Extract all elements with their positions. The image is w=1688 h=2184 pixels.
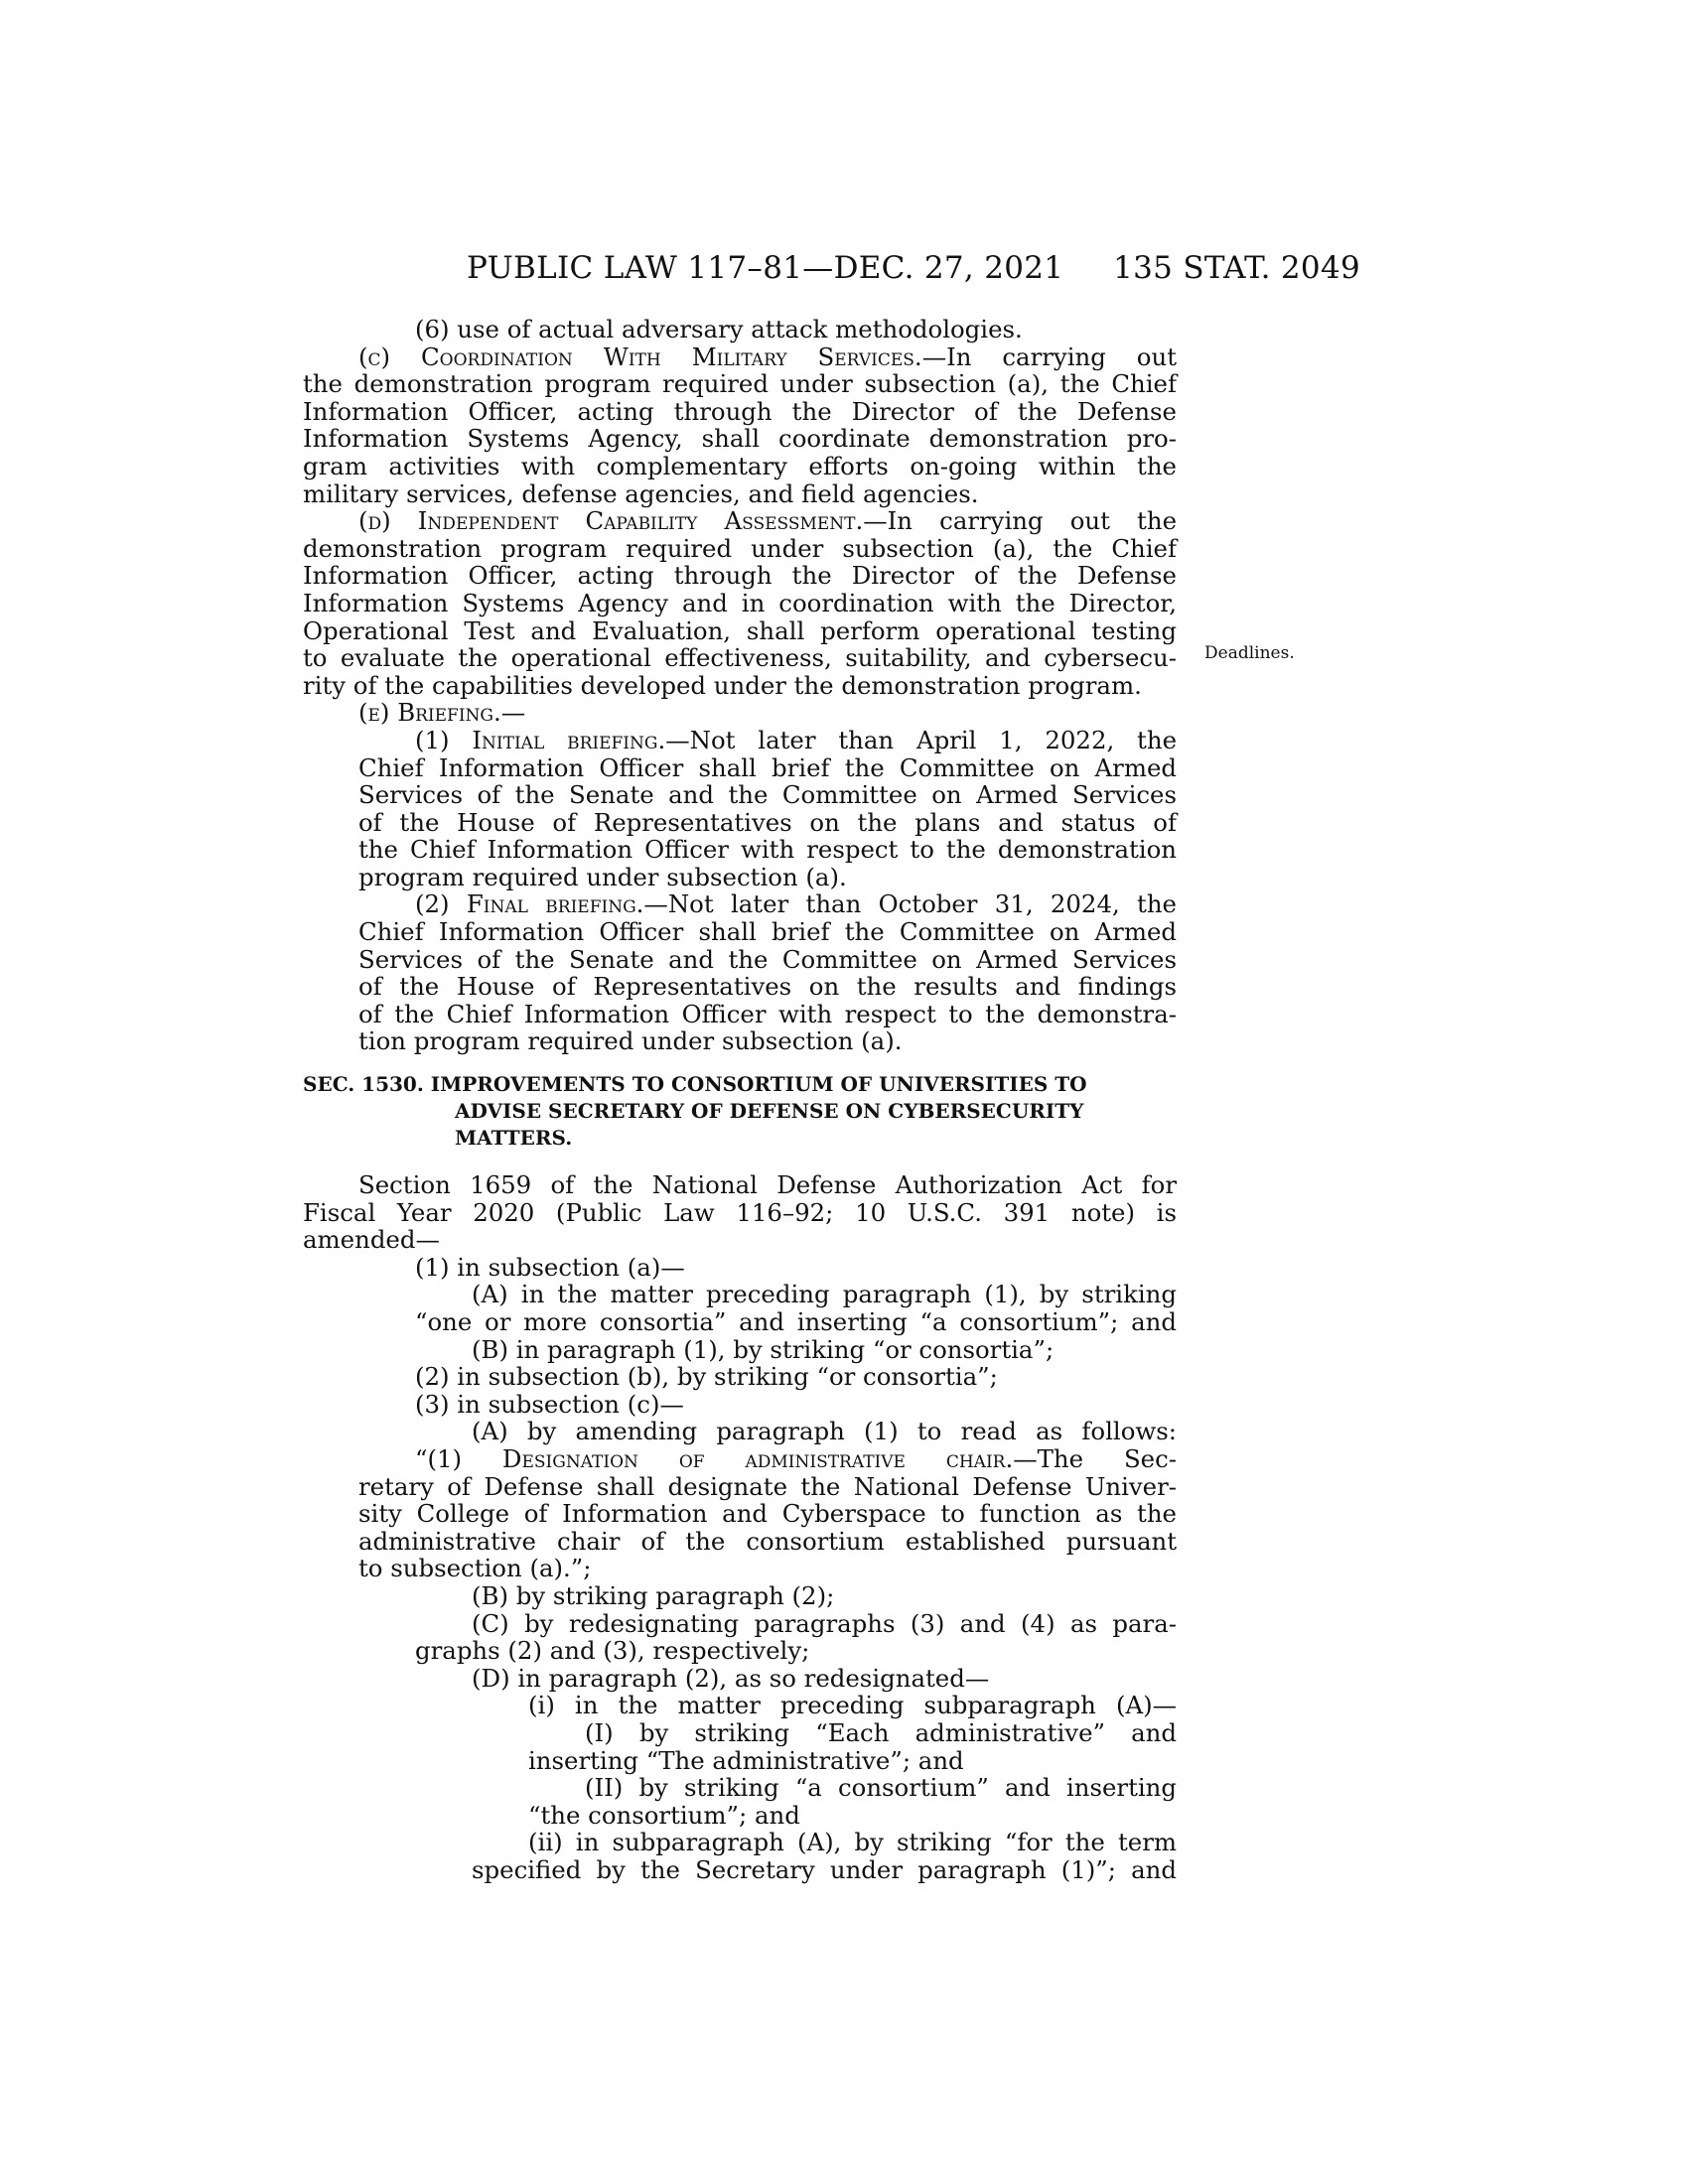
text-line: (ii) in subparagraph (A), by striking “for the term [528, 1828, 1177, 1857]
text-line: (B) by striking paragraph (2); [472, 1580, 835, 1610]
section-heading-line: ADVISE SECRETARY OF DEFENSE ON CYBERSECURITY [455, 1099, 1084, 1124]
text-line: (A) in the matter preceding paragraph (1), by striking [472, 1280, 1177, 1309]
text-line: (A) by amending paragraph (1) to read as follows: [472, 1417, 1177, 1446]
text-line: Information Officer, acting through the Director of the Defense [303, 396, 1177, 426]
text-line: the demonstration program required under subsection (a), the Chief [303, 369, 1177, 399]
subsection-heading: (d) Independent Capability Assessment. [358, 506, 864, 536]
text-line: (c) Coordination With Military Services.—In carrying out [358, 341, 1177, 371]
text-line: (1) Initial briefing.—Not later than April 1, 2022, the [415, 725, 1177, 754]
section-heading-line: MATTERS. [455, 1126, 573, 1151]
running-title: PUBLIC LAW 117–81—DEC. 27, 2021 [467, 250, 1064, 286]
text-line: military services, defense agencies, and field agencies. [303, 478, 979, 508]
text-line: of the Chief Information Officer with respect to the demonstra- [358, 999, 1177, 1028]
text-line: Information Systems Agency, shall coordinate demonstration pro- [303, 424, 1177, 454]
subsection-heading: (c) Coordination With Military Services. [358, 341, 922, 371]
text-line: “one or more consortia” and inserting “a consortium”; and [415, 1307, 1177, 1336]
paragraph-heading: Designation of administrative chair. [501, 1443, 1014, 1473]
section-heading-line: SEC. 1530. IMPROVEMENTS TO CONSORTIUM OF UNIVERSITIES TO [303, 1072, 1087, 1097]
text-line: Chief Information Officer shall brief the Committee on Armed [358, 917, 1177, 947]
paragraph-heading: (2) Final briefing. [415, 889, 644, 919]
text-line: (D) in paragraph (2), as so redesignated— [472, 1663, 990, 1693]
text-line: of the House of Representatives on the plans and status of [358, 807, 1177, 837]
text-line: demonstration program required under subsection (a), the Chief [303, 533, 1177, 563]
paragraph-heading: (1) Initial briefing. [415, 725, 666, 754]
text-line: (6) use of actual adversary attack methodologies. [415, 315, 1023, 343]
section-heading [303, 1071, 1177, 1152]
text-line: (1) in subsection (a)— [415, 1252, 685, 1282]
page-body [303, 316, 1177, 1883]
text-line: Chief Information Officer shall brief the Committee on Armed [358, 752, 1177, 782]
text-line: (2) in subsection (b), by striking “or consortia”; [415, 1362, 998, 1392]
text-line: graphs (2) and (3), respectively; [415, 1636, 810, 1666]
text-line: gram activities with complementary efforts on-going within the [303, 451, 1177, 480]
text-line: (3) in subsection (c)— [415, 1389, 684, 1419]
text-line: Information Systems Agency and in coordination with the Director, [303, 588, 1177, 617]
subsection-heading: (e) Briefing. [358, 698, 501, 728]
text-line: sity College of Information and Cyberspace to function as the [358, 1499, 1177, 1529]
text-line: amended— [303, 1225, 440, 1255]
statute-page-number: 135 STAT. 2049 [1113, 250, 1360, 286]
text-line: (II) by striking “a consortium” and inserting [585, 1773, 1177, 1803]
text-line: (B) in paragraph (1), by striking “or consortia”; [472, 1334, 1055, 1364]
text-line: of the House of Representatives on the results and findings [358, 972, 1177, 1002]
text-line: tion program required under subsection (a). [358, 1026, 903, 1056]
text-line: (2) Final briefing.—Not later than October 31, 2024, the [415, 889, 1177, 919]
text-line: (C) by redesignating paragraphs (3) and (4) as para- [472, 1608, 1177, 1638]
text-line: Fiscal Year 2020 (Public Law 116–92; 10 U.S.C. 391 note) is [303, 1197, 1177, 1227]
text-line: (i) in the matter preceding subparagraph (A)— [528, 1691, 1177, 1720]
text-line: to evaluate the operational effectiveness, suitability, and cybersecu- [303, 643, 1177, 673]
text-line: “(1) Designation of administrative chair.—The Sec- [415, 1443, 1177, 1473]
page-header [467, 250, 1360, 290]
text-line: Operational Test and Evaluation, shall perform operational testing [303, 615, 1177, 645]
text-line: program required under subsection (a). [358, 862, 847, 891]
margin-note: Deadlines. [1204, 643, 1295, 663]
text-line: administrative chair of the consortium established pursuant [358, 1526, 1177, 1556]
text-line: (I) by striking “Each administrative” and [585, 1717, 1177, 1747]
text-line: Information Officer, acting through the Director of the Defense [303, 561, 1177, 591]
text-line: inserting “The administrative”; and [528, 1745, 964, 1775]
text-line: rity of the capabilities developed under the demonstration program. [303, 670, 1142, 700]
text-line: specified by the Secretary under paragraph (1)”; and [472, 1854, 1177, 1884]
text-line: Section 1659 of the National Defense Authorization Act for [358, 1170, 1177, 1200]
text-line: (d) Independent Capability Assessment.—In carrying out the [358, 506, 1177, 536]
text-line: “the consortium”; and [528, 1800, 800, 1830]
text-line: to subsection (a).”; [358, 1554, 592, 1583]
text-line: Services of the Senate and the Committee on Armed Services [358, 944, 1177, 974]
text-line: retary of Defense shall designate the National Defense Univer- [358, 1471, 1177, 1501]
text-line: the Chief Information Officer with respect to the demonstration [358, 835, 1177, 865]
text-line: Services of the Senate and the Committee on Armed Services [358, 780, 1177, 810]
text-line: (e) Briefing.— [358, 698, 526, 728]
